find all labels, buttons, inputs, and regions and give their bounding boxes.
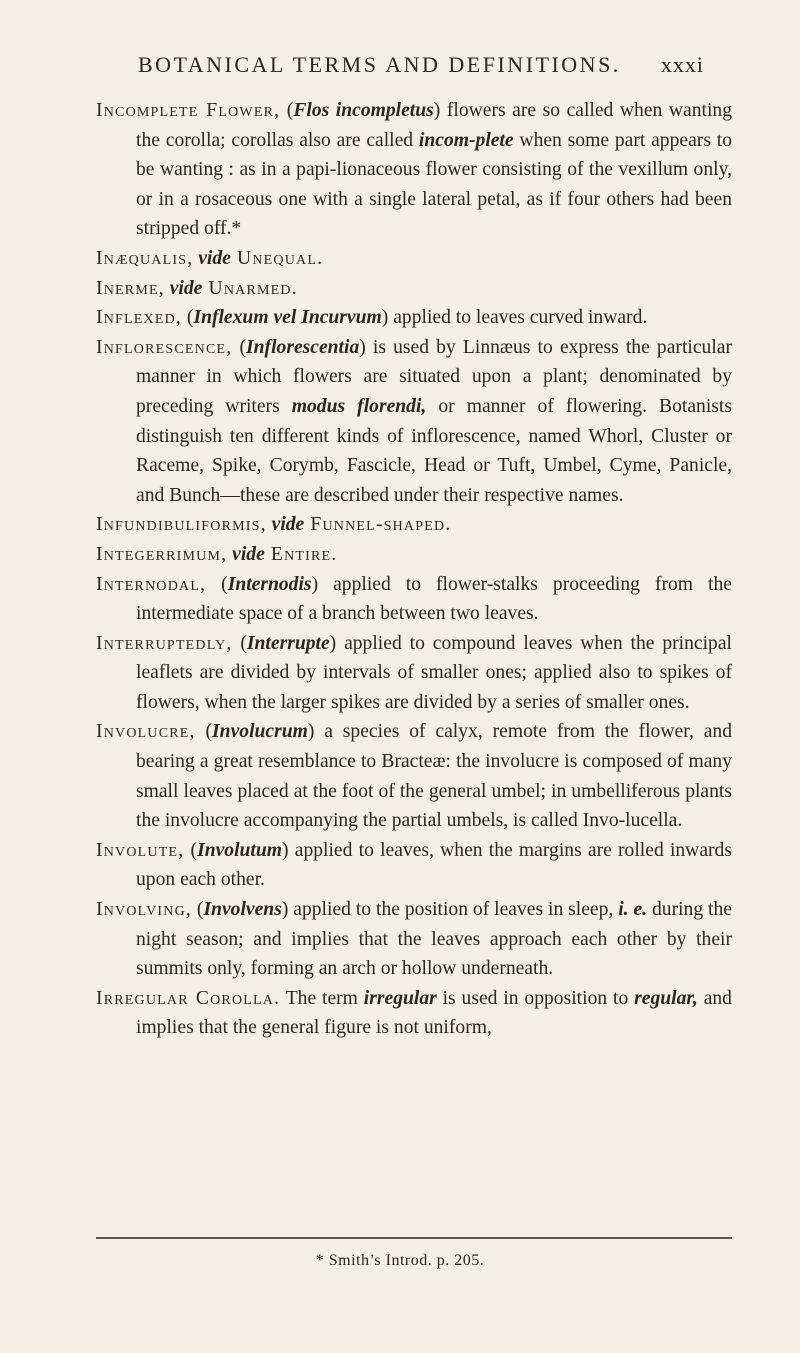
headword: Inflorescence, xyxy=(96,336,233,358)
definition-text: ) applied to compound leaves when the principal leaflets are divided by intervals of smaller ones; applied also to spikes of flowers, when the larger spikes are divided by a series of smaller ones. xyxy=(136,632,732,713)
latin-term: Involutum xyxy=(197,839,283,861)
glossary-entry-involucre xyxy=(96,717,732,835)
headword: Involucre, xyxy=(96,721,196,743)
definition-text: ) applied to leaves curved inward. xyxy=(381,307,648,329)
definition-text: ( xyxy=(195,721,213,743)
latin-term: vide xyxy=(232,543,265,565)
headword: Inæqualis, xyxy=(96,247,194,269)
running-head-title: BOTANICAL TERMS AND DEFINITIONS. xyxy=(138,52,621,77)
latin-term: Internodis xyxy=(227,573,312,595)
latin-term: Involucrum xyxy=(212,721,308,743)
glossary-entry-internodal xyxy=(96,570,732,629)
headword: Funnel-shaped. xyxy=(304,514,452,536)
headword: Integerrimum, xyxy=(96,543,228,565)
definition-text: ) a species of calyx, remote from the flower, and bearing a great resemblance to Bracteæ: the involucre is composed of many small leaves placed at the foot of the general umbel; in umbelliferous plants the involucre accompanying the partial umbels, is called Invo-lucella. xyxy=(136,721,732,832)
headword: Irregular Corolla. xyxy=(96,987,281,1009)
definition-text: ( xyxy=(232,336,247,358)
glossary-entry-involute xyxy=(96,836,732,895)
definition-text: is used in opposition to xyxy=(436,987,635,1009)
definition-text: ( xyxy=(182,307,194,329)
definition-text: ( xyxy=(232,632,247,654)
headword: Unequal. xyxy=(230,247,324,269)
definition-text: during the night season; and implies that the leaves approach each other by their summits only, forming an arch or hollow underneath. xyxy=(136,899,732,980)
glossary-entry-inerme xyxy=(96,274,732,304)
definition-text: ( xyxy=(280,100,294,121)
glossary-entry-inflorescence xyxy=(96,333,732,511)
definition-text: when some part appears to be wanting : as in a papi-lionaceous flower consisting of the vexillum only, or in a rosaceous one with a single lateral petal, as if four others had been stripped off.* xyxy=(136,129,732,240)
latin-term: Flos incompletus xyxy=(293,100,434,121)
glossary-entry-integerrimum xyxy=(96,540,732,570)
headword: Inflexed, xyxy=(96,307,182,329)
definition-text: ) applied to the position of leaves in sleep, xyxy=(281,899,619,921)
glossary-entry-interruptedly xyxy=(96,629,732,718)
headword: Infundibuliformis, xyxy=(96,514,267,536)
latin-term: irregular xyxy=(363,987,437,1009)
latin-term: Involvens xyxy=(203,899,282,921)
definition-text: ( xyxy=(192,899,204,921)
glossary-entry-inaequalis xyxy=(96,244,732,274)
headword: Unarmed. xyxy=(202,277,298,299)
latin-term: incom-plete xyxy=(418,129,514,151)
headword: Involving, xyxy=(96,899,193,921)
definition-text: or manner of flowering. Botanists distinguish ten different kinds of inflorescence, named Whorl, Cluster or Raceme, Spike, Corymb, Fascicle, Head or Tuft, Umbel, Cyme, Panicle, and Bunch—these are described under their respective names. xyxy=(136,395,732,506)
headword: Involute, xyxy=(96,839,185,861)
glossary-entry-incomplete-flower xyxy=(96,96,732,244)
latin-term: vide xyxy=(169,277,203,299)
latin-term: vide xyxy=(198,247,231,269)
headword: Entire. xyxy=(264,543,338,565)
latin-term: vide xyxy=(271,514,305,536)
headword: Incomplete Flower, xyxy=(96,100,281,121)
definition-text: ) applied to flower-stalks proceeding from the intermediate space of a branch between two leaves. xyxy=(136,573,732,625)
definition-text: ) is used by Linnæus to express the particular manner in which flowers are situated upon a plant; denominated by preceding writers xyxy=(136,336,732,417)
headword: Internodal, xyxy=(96,573,207,595)
definition-text: ( xyxy=(206,573,228,595)
headword: Inerme, xyxy=(96,277,165,299)
latin-term: modus florendi, xyxy=(291,395,427,417)
latin-term: Interrupte xyxy=(246,632,330,654)
page-number: xxxi xyxy=(660,52,704,77)
footnote-rule xyxy=(96,1237,732,1239)
glossary-entries xyxy=(96,96,732,1043)
glossary-entry-involving xyxy=(96,895,732,984)
definition-text: ) flowers are so called when wanting the corolla; corollas also are called xyxy=(136,100,733,151)
glossary-entry-irregular-corolla xyxy=(96,984,732,1043)
latin-term: regular, xyxy=(634,987,698,1009)
definition-text: and implies that the general figure is not uniform, xyxy=(136,987,732,1039)
headword: Interruptedly, xyxy=(96,632,233,654)
latin-term: i. e. xyxy=(618,899,648,921)
definition-text: ( xyxy=(184,839,198,861)
latin-term: Inflorescentia xyxy=(246,336,360,358)
glossary-entry-infundibuliformis xyxy=(96,510,732,540)
latin-term: Inflexum vel Incurvum xyxy=(193,307,382,329)
definition-text: The term xyxy=(280,987,364,1009)
glossary-entry-inflexed xyxy=(96,303,732,333)
footnote: * Smith’s Introd. p. 205. xyxy=(315,1252,485,1269)
definition-text: ) applied to leaves, when the margins are rolled inwards upon each other. xyxy=(136,839,732,891)
